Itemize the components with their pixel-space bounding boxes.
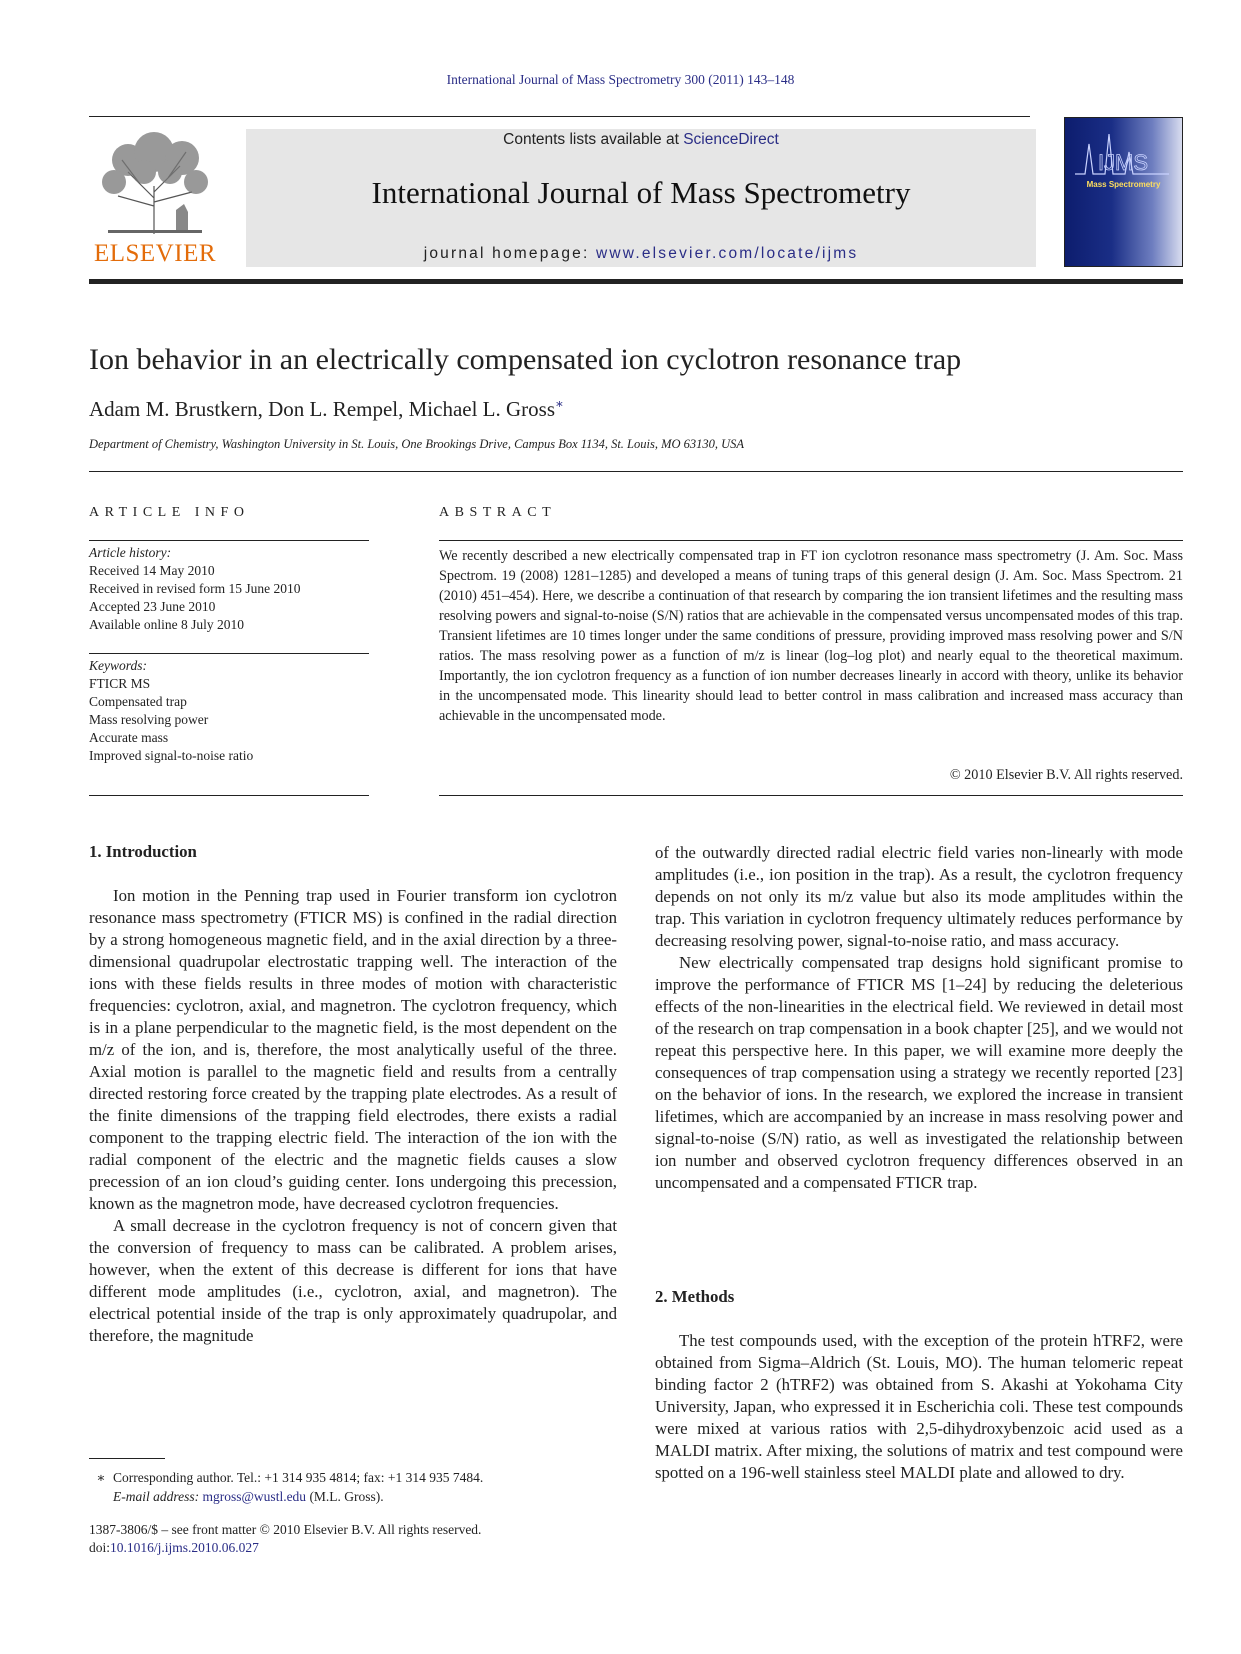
footnote-line-1 (89, 1468, 617, 1487)
abstract-text: We recently described a new electrically compensated trap in FT ion cyclotron resonance mass spectrometry (J. Am. Soc. Mass Spectrom. 19 (2008) 1281–1285) and developed a means of tuning traps of this general design (J. Am. Soc. Mass Spectrom. 21 (2010) 451–454). Here, we describe a continuation of that research by comparing the ion transient lifetimes and the resulting mass resolving powers and signal-to-noise (S/N) ratios that are achievable in the compensated versus uncompensated modes of this trap. Transient lifetimes are 10 times longer under the same conditions of pressure, providing improved mass resolving power and S/N ratios. The mass resolving power as a function of m/z is linear (log–log plot) and nearly equal to the theoretical maximum. Importantly, the ion cyclotron frequency as a function of ion number decreases linearly in accord with theory, unlike its behavior in the uncompensated mode. This linearity should lead to better control in mass calibration and increased mass accuracy than achievable in the uncompensated mode. (439, 548, 1183, 724)
article-info-heading: ARTICLE INFO (89, 505, 250, 520)
introduction-heading: 1. Introduction (89, 842, 197, 861)
email-suffix: (M.L. Gross). (306, 1489, 384, 1504)
doi-link[interactable]: 10.1016/j.ijms.2010.06.027 (110, 1540, 259, 1555)
author-list (89, 396, 564, 422)
footnote-rule (89, 1458, 165, 1459)
introduction-paragraph-2-continued: of the outwardly directed radial electric field varies non-linearly with mode amplitudes (i.e., ion position in the trap). As a result, the cyclotron frequency depends on not only its m/z value but also its mode amplitudes within the trap. This variation in cyclotron frequency ultimately reduces performance by decreasing resolving power, signal-to-noise ratio, and mass accuracy. (655, 843, 1183, 950)
issn-line: 1387-3806/$ – see front matter © 2010 Elsevier B.V. All rights reserved. (89, 1522, 482, 1537)
keyword-item: Accurate mass (89, 730, 169, 745)
methods-body (655, 1330, 1183, 1484)
abstract-bottom-rule (439, 795, 1183, 796)
history-item: Available online 8 July 2010 (89, 617, 244, 632)
homepage-link[interactable]: www.elsevier.com/locate/ijms (596, 245, 859, 262)
introduction-paragraph-2: A small decrease in the cyclotron frequency is not of concern given that the conversion of frequency to mass can be calibrated. A problem arises, however, when the extent of this decrease is different for ions that have different mode amplitudes (i.e., cyclotron, axial, and magnetron). The electrical potential inside of the trap is only approximately quadrupolar, and therefore, the magnitude (89, 1216, 617, 1345)
journal-cover-thumbnail[interactable] (1064, 117, 1183, 267)
spectrum-icon (1065, 124, 1181, 184)
front-matter-block (89, 1521, 617, 1557)
email-link[interactable]: mgross@wustl.edu (202, 1489, 307, 1504)
keyword-item: Improved signal-to-noise ratio (89, 748, 254, 763)
methods-heading: 2. Methods (655, 1287, 735, 1306)
cover-journal-name: Mass Spectrometry (1086, 180, 1161, 189)
left-column-body (89, 885, 617, 1347)
article-title: Ion behavior in an electrically compensated ion cyclotron resonance trap (89, 343, 962, 376)
keyword-item: Mass resolving power (89, 712, 209, 727)
abstract-copyright: © 2010 Elsevier B.V. All rights reserved. (949, 767, 1183, 783)
homepage-line (246, 245, 1036, 263)
svg-text:IJMS: IJMS (1097, 150, 1149, 175)
methods-paragraph-1: The test compounds used, with the exception of the protein hTRF2, were obtained from Sigma–Aldrich (St. Louis, MO). The human telomeric repeat binding factor 2 (hTRF2) was obtained from S. Akashi at Yokohama City University, Japan, who expressed it in Escherichia coli. These test compounds were mixed at various ratios with 2,5-dihydroxybenzoic acid used as a MALDI matrix. After mixing, the solutions of matrix and test compound were spotted on a 196-well stainless steel MALDI plate and allowed to dry. (655, 1331, 1183, 1482)
article-history (89, 544, 369, 634)
corresponding-author-footnote (89, 1468, 617, 1506)
history-item: Accepted 23 June 2010 (89, 599, 216, 614)
corresponding-author-mark[interactable]: ∗ (555, 396, 564, 411)
header-top-rule (89, 116, 1030, 117)
journal-title: International Journal of Mass Spectrometry (371, 175, 911, 210)
contents-line (246, 129, 1036, 149)
article-info-rule (89, 540, 369, 541)
history-label: Article history: (89, 545, 172, 560)
abstract-rule (439, 540, 1183, 541)
authors-text: Adam M. Brustkern, Don L. Rempel, Michael L. Gross (89, 397, 556, 421)
tree-logo-icon (88, 126, 222, 238)
journal-citation[interactable]: International Journal of Mass Spectrometry 300 (2011) 143–148 (446, 72, 795, 87)
history-item: Received 14 May 2010 (89, 563, 215, 578)
publisher-name: ELSEVIER (93, 240, 217, 267)
article-info-bottom-rule (89, 795, 369, 796)
keywords-label: Keywords: (89, 658, 147, 673)
sciencedirect-link[interactable]: ScienceDirect (683, 131, 779, 148)
doi-label: doi: (89, 1540, 111, 1555)
title-block-rule (89, 471, 1183, 472)
contents-prefix: Contents lists available at (503, 131, 684, 148)
elsevier-logo (88, 126, 222, 268)
right-column-body (655, 842, 1183, 1194)
journal-masthead (246, 129, 1036, 267)
history-keywords-rule (89, 653, 369, 654)
keywords (89, 657, 369, 765)
email-label: E-mail address: (113, 1489, 203, 1504)
introduction-paragraph-1: Ion motion in the Penning trap used in Fourier transform ion cyclotron resonance mass spectrometry (FTICR MS) is confined in the radial direction by a strong homogeneous magnetic field, and in the axial direction by a three-dimensional quadrupolar electrostatic trapping well. The interaction of the ions with these fields results in three modes of motion with characteristic frequencies: cyclotron, axial, and magnetron. The cyclotron frequency, which is in a plane perpendicular to the magnetic field, is the most dependent on the m/z of the ion, and is, therefore, the most analytically useful of the three. Axial motion is parallel to the magnetic field and results from a centrally directed restoring force created by the trapping plate electrodes. As a result of the finite dimensions of the trapping field electrodes, there exists a radial component to the trapping electric field. The interaction of the ion with the radial component of the electric and the magnetic fields causes a slow precession of an ion cloud’s guiding center. Ions undergoing this precession, known as the magnetron mode, have decreased cyclotron frequencies. (89, 886, 617, 1213)
footnote-contact: Corresponding author. Tel.: +1 314 935 4814; fax: +1 314 935 7484. (113, 1470, 484, 1485)
introduction-paragraph-3: New electrically compensated trap designs hold significant promise to improve the performance of FTICR MS [1–24] by reducing the deleterious effects of the non-linearities in the electrical field. We reviewed in detail most of the research on trap compensation in a book chapter [25], and we would not repeat this perspective here. In this paper, we will examine more deeply the consequences of trap compensation using a strategy we recently reported [23] on the behavior of ions. In the research, we explored the increase in transient lifetimes, which are accompanied by an increase in mass resolving power and signal-to-noise (S/N) ratio, as well as investigated the relationship between ion number and observed cyclotron frequency differences observed in an uncompensated and a compensated FTICR trap. (655, 953, 1183, 1192)
keyword-item: FTICR MS (89, 676, 151, 691)
masthead-thick-rule (89, 279, 1183, 284)
footnote-mark: ∗ (96, 1470, 106, 1485)
doi-line (89, 1539, 617, 1557)
history-item: Received in revised form 15 June 2010 (89, 581, 301, 596)
footnote-line-2 (89, 1487, 617, 1506)
homepage-prefix: journal homepage: (423, 245, 596, 262)
keyword-item: Compensated trap (89, 694, 187, 709)
affiliation: Department of Chemistry, Washington University in St. Louis, One Brookings Drive, Campus Box 1134, St. Louis, MO 63130, USA (89, 437, 745, 451)
abstract-heading: ABSTRACT (439, 505, 557, 520)
